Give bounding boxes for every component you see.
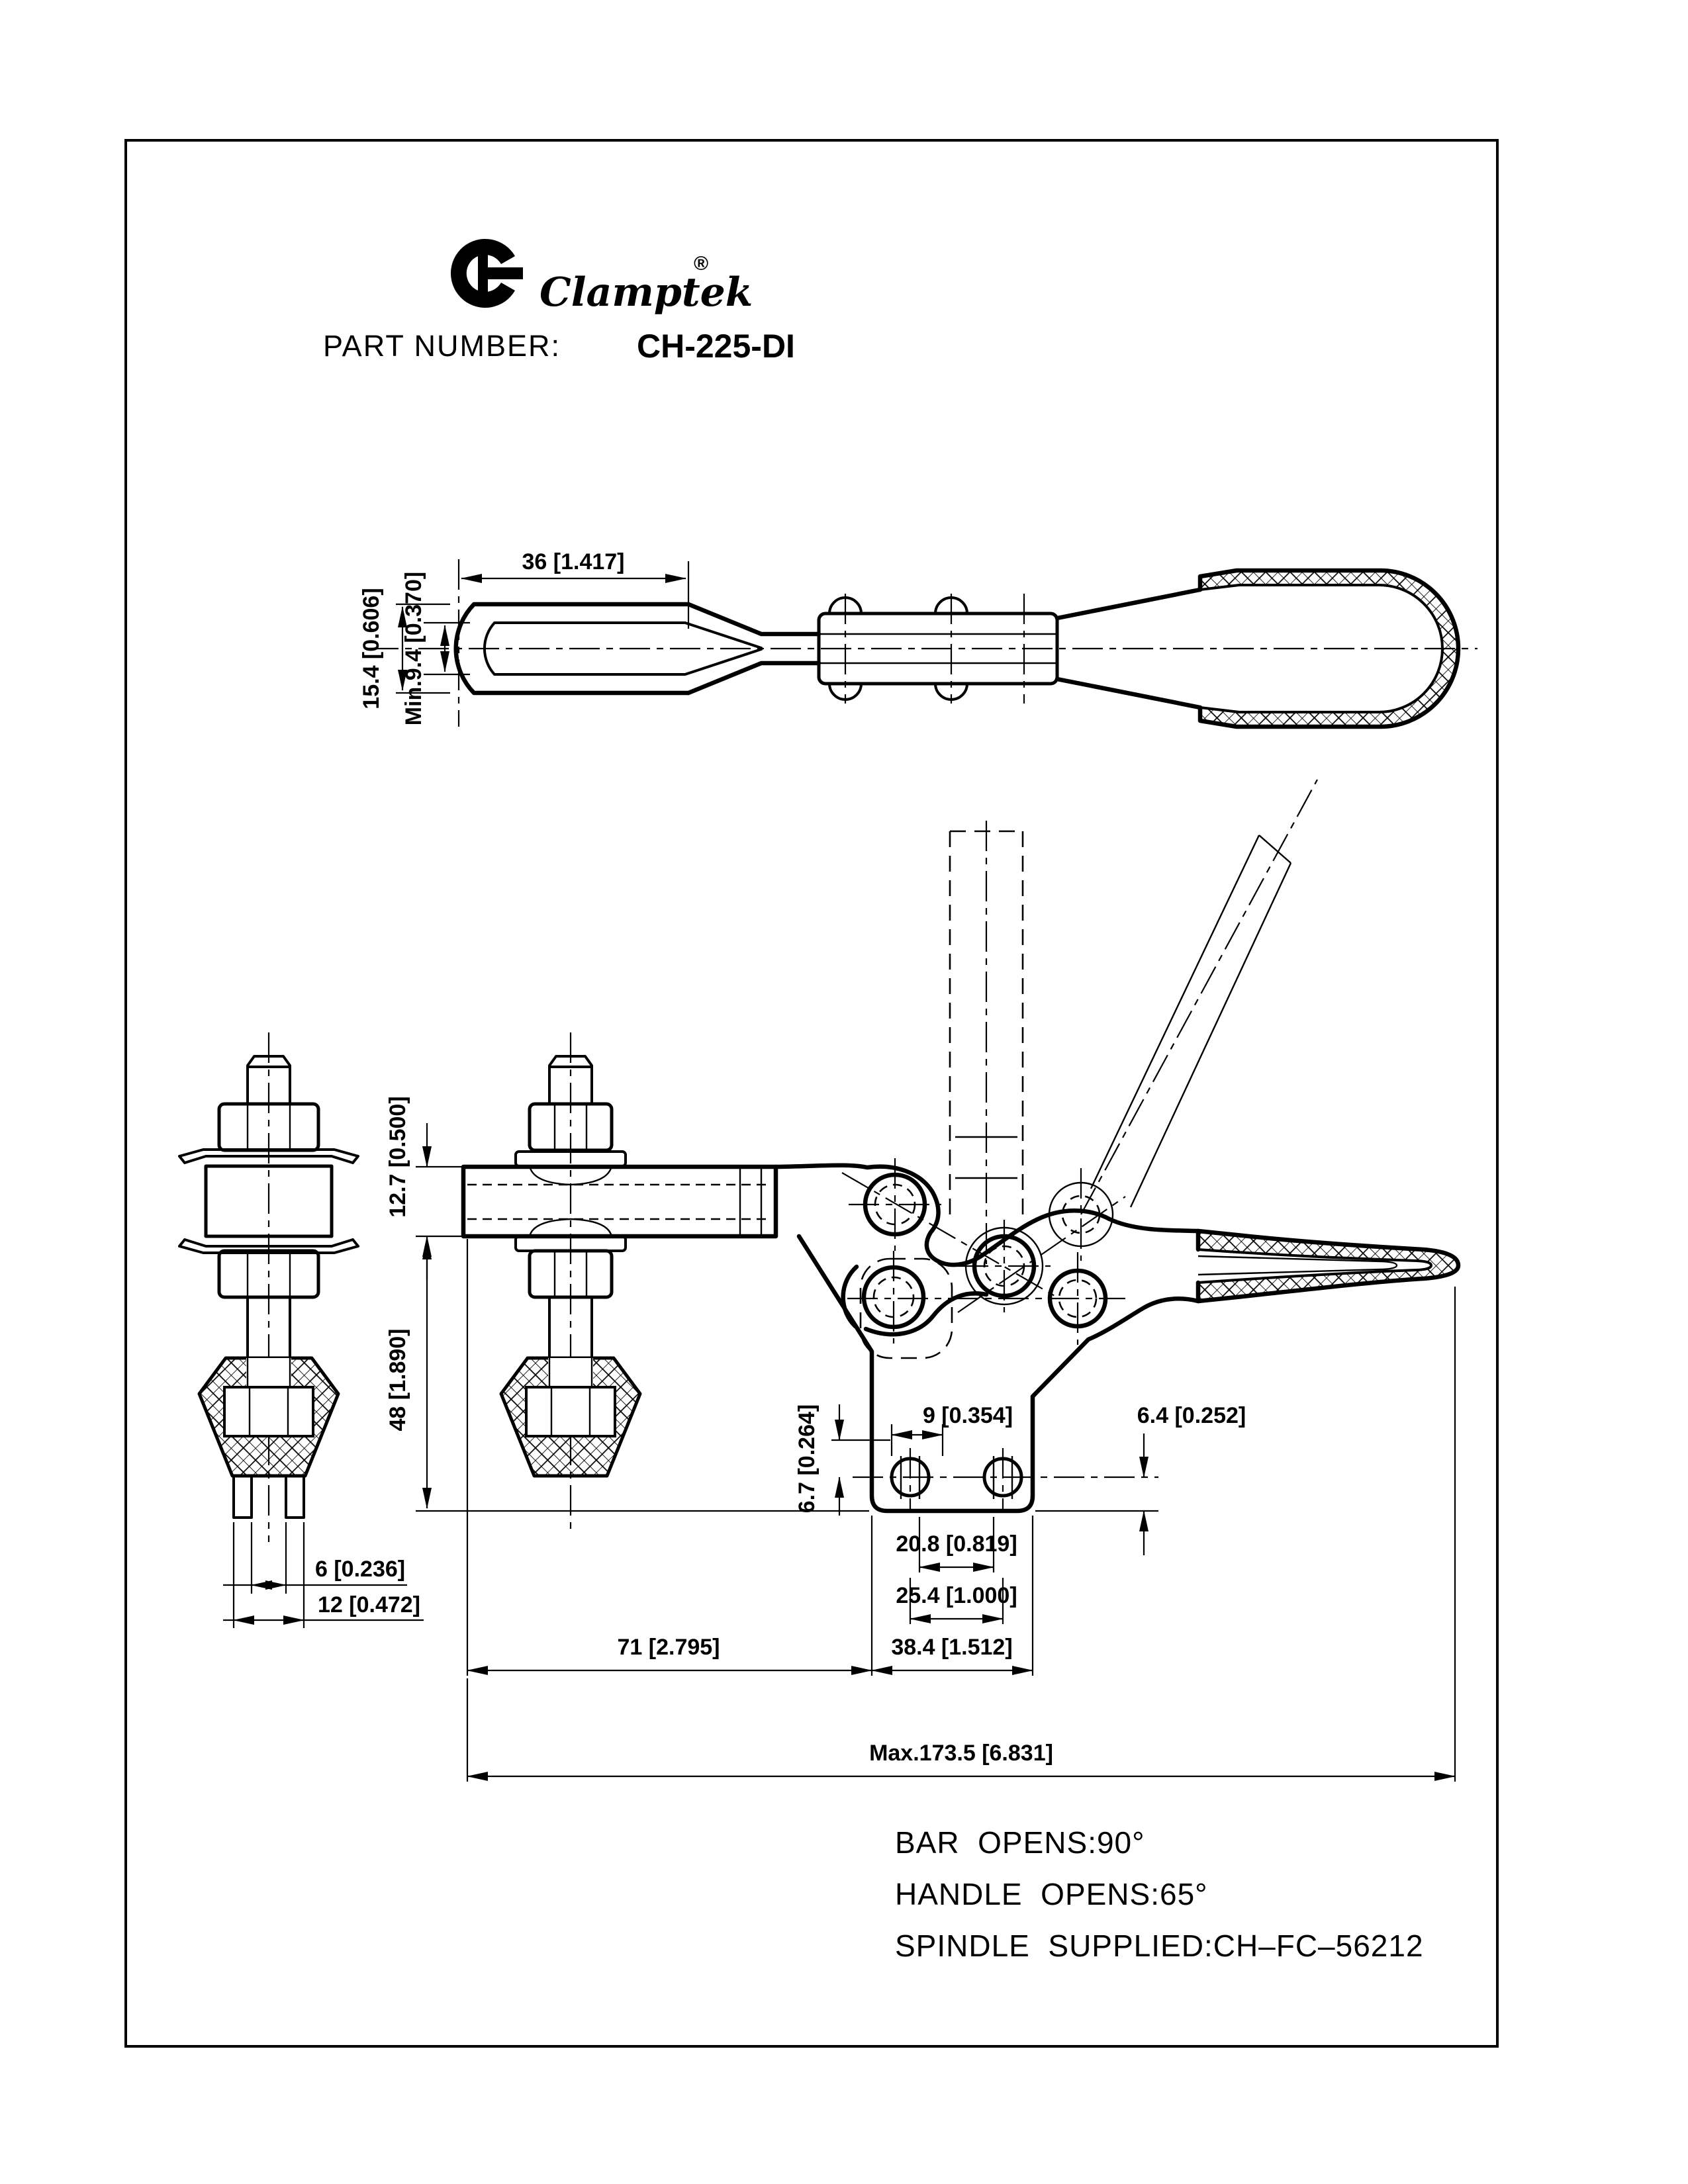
title-block bbox=[323, 328, 795, 365]
front-captive-nut bbox=[526, 1387, 615, 1436]
dim-reach-label: 71 [2.795] bbox=[617, 1635, 720, 1660]
part-number-label: PART NUMBER: bbox=[323, 329, 561, 363]
dim-pitch2-label: 25.4 [1.000] bbox=[896, 1583, 1017, 1608]
front-rod-channel bbox=[548, 1358, 593, 1387]
sheet-border bbox=[126, 140, 1497, 2046]
note-handle-opens: HANDLE OPENS:65° bbox=[895, 1877, 1208, 1911]
side-captive-nut bbox=[224, 1387, 313, 1436]
side-rod-channel bbox=[246, 1358, 291, 1387]
dim-edge-label: 6.4 [0.252] bbox=[1137, 1403, 1246, 1428]
part-number-value: CH-225-DI bbox=[637, 328, 795, 365]
top-dim154-label: 15.4 [0.606] bbox=[359, 588, 384, 709]
dim-bar-label: 12.7 [0.500] bbox=[385, 1096, 410, 1218]
dim-height-label: 48 [1.890] bbox=[385, 1328, 410, 1432]
dim-pitch1-label: 20.8 [0.819] bbox=[896, 1531, 1017, 1557]
registered-mark: ® bbox=[694, 253, 709, 275]
dim-max-label: Max.173.5 [6.831] bbox=[869, 1741, 1053, 1766]
note-spindle: SPINDLE SUPPLIED:CH–FC–56212 bbox=[895, 1929, 1424, 1963]
dim-slot-w-label: 9 [0.354] bbox=[922, 1403, 1013, 1428]
top-dim94-label: Min.9.4 [0.370] bbox=[401, 571, 426, 726]
note-bar-opens: BAR OPENS:90° bbox=[895, 1825, 1145, 1860]
dim-base-label: 38.4 [1.512] bbox=[891, 1635, 1013, 1660]
side-dim12-label: 12 [0.472] bbox=[318, 1592, 420, 1617]
side-dim6-label: 6 [0.236] bbox=[315, 1557, 406, 1582]
top-dim36-label: 36 [1.417] bbox=[522, 549, 625, 574]
dim-slot-h-label: 6.7 [0.264] bbox=[794, 1404, 820, 1514]
brand-name: Clamptek bbox=[539, 269, 753, 316]
